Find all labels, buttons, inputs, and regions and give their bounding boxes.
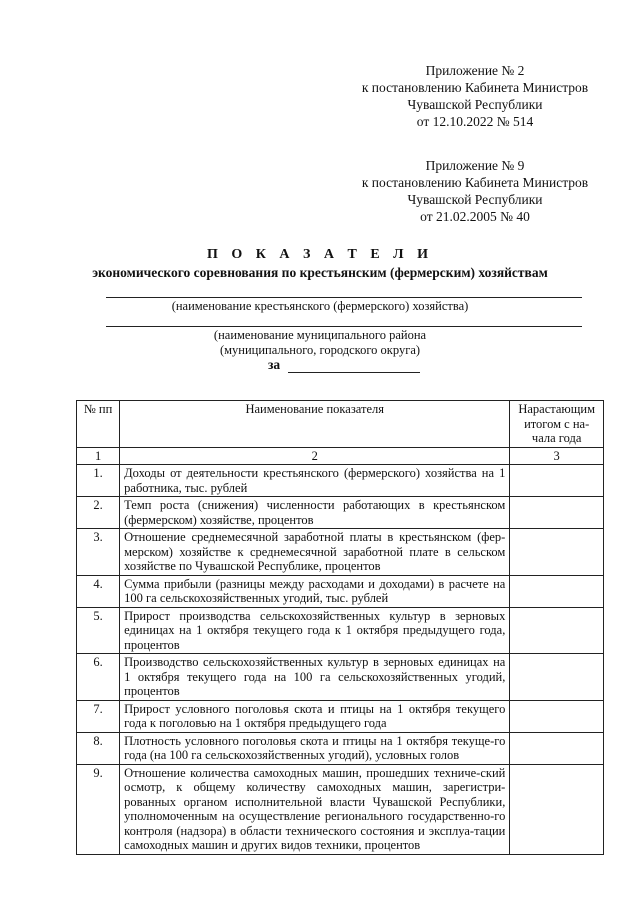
row-indicator: Доходы от деятельности крестьянского (фермерского) хозяйства на 1 работника, тыс. рублей xyxy=(120,465,510,497)
column-number: 1 xyxy=(77,447,120,465)
appendix-9-date: от 21.02.2005 № 40 xyxy=(420,209,530,224)
district-name-caption-1: (наименование муниципального района xyxy=(213,328,427,342)
table-header-row xyxy=(77,401,604,448)
row-number: 7. xyxy=(77,700,120,732)
table-row xyxy=(77,465,604,497)
row-indicator: Темп роста (снижения) численности работающих в крестьянском (фермерском) хозяйстве, процентов xyxy=(120,497,510,529)
table-row xyxy=(77,764,604,854)
header-number: № пп xyxy=(77,401,120,448)
table-row xyxy=(77,654,604,701)
table-row xyxy=(77,607,604,654)
row-value[interactable] xyxy=(510,529,604,576)
column-number-row xyxy=(77,447,604,465)
row-number: 2. xyxy=(77,497,120,529)
appendix-9-region: Чувашской Республики xyxy=(407,192,543,207)
row-indicator: Прирост условного поголовья скота и птицы на 1 октября текущего года к поголовью на 1 октября предыдущего года xyxy=(120,700,510,732)
row-indicator: Производство сельскохозяйственных культур в зерновых единицах на 1 октября текущего года на 100 га сельскохозяйственных угодий, процентов xyxy=(120,654,510,701)
row-value[interactable] xyxy=(510,654,604,701)
row-indicator: Плотность условного поголовья скота и птицы на 1 октября текуще-го года (на 100 га сельскохозяйственных угодий), условных голов xyxy=(120,732,510,764)
row-number: 6. xyxy=(77,654,120,701)
row-value[interactable] xyxy=(510,575,604,607)
row-value[interactable] xyxy=(510,465,604,497)
row-value[interactable] xyxy=(510,497,604,529)
appendix-2-region: Чувашской Республики xyxy=(407,97,543,112)
appendix-9-number: Приложение № 9 xyxy=(425,158,525,173)
row-value[interactable] xyxy=(510,700,604,732)
document-subtitle: экономического соревнования по крестьянским (фермерским) хозяйствам xyxy=(92,265,548,280)
row-number: 1. xyxy=(77,465,120,497)
row-indicator: Отношение количества самоходных машин, прошедших техниче-ский осмотр, к общему количеству самоходных машин, зарегистри-рованных органом исполнительной власти Чувашской Республики, уполномоченным на осуществление регионального государственно-го контроля (надзора) в области технического состояния и эксплуа-тации самоходных машин и других видов техники, процентов xyxy=(120,764,510,854)
header-cumulative: Нарастающим итогом с на-чала года xyxy=(510,401,604,448)
table-row xyxy=(77,529,604,576)
table-row xyxy=(77,497,604,529)
row-indicator: Сумма прибыли (разницы между расходами и доходами) в расчете на 100 га сельскохозяйственных угодий, тыс. рублей xyxy=(120,575,510,607)
row-indicator: Прирост производства сельскохозяйственных культур в зерновых единицах на 1 октября текущего года к 1 октября предыдущего года, процентов xyxy=(120,607,510,654)
farm-name-line xyxy=(106,297,582,298)
district-name-caption-2: (муниципального, городского округа) xyxy=(219,343,421,357)
column-number: 3 xyxy=(510,447,604,465)
period-label: за xyxy=(268,357,281,372)
column-number: 2 xyxy=(120,447,510,465)
document-title: П О К А З А Т Е Л И xyxy=(206,247,434,262)
row-value[interactable] xyxy=(510,732,604,764)
table-row xyxy=(77,732,604,764)
indicators-table xyxy=(76,400,604,855)
row-number: 5. xyxy=(77,607,120,654)
appendix-2-header xyxy=(340,62,610,130)
appendix-2-number: Приложение № 2 xyxy=(425,63,525,78)
row-value[interactable] xyxy=(510,607,604,654)
appendix-9-authority: к постановлению Кабинета Министров xyxy=(361,175,589,190)
row-number: 3. xyxy=(77,529,120,576)
row-number: 8. xyxy=(77,732,120,764)
table-row xyxy=(77,575,604,607)
district-name-line xyxy=(106,326,582,327)
table-row xyxy=(77,700,604,732)
appendix-2-date: от 12.10.2022 № 514 xyxy=(416,114,534,129)
farm-name-caption: (наименование крестьянского (фермерского) хозяйства) xyxy=(171,299,469,313)
row-number: 9. xyxy=(77,764,120,854)
appendix-9-header xyxy=(340,157,610,225)
row-number: 4. xyxy=(77,575,120,607)
row-indicator: Отношение среднемесячной заработной платы в крестьянском (фер-мерском) хозяйстве к среднемесячной заработной плате в сельском хозяйстве по Чувашской Республике, процентов xyxy=(120,529,510,576)
period-line xyxy=(288,372,420,373)
header-indicator-name: Наименование показателя xyxy=(120,401,510,448)
row-value[interactable] xyxy=(510,764,604,854)
appendix-2-authority: к постановлению Кабинета Министров xyxy=(361,80,589,95)
